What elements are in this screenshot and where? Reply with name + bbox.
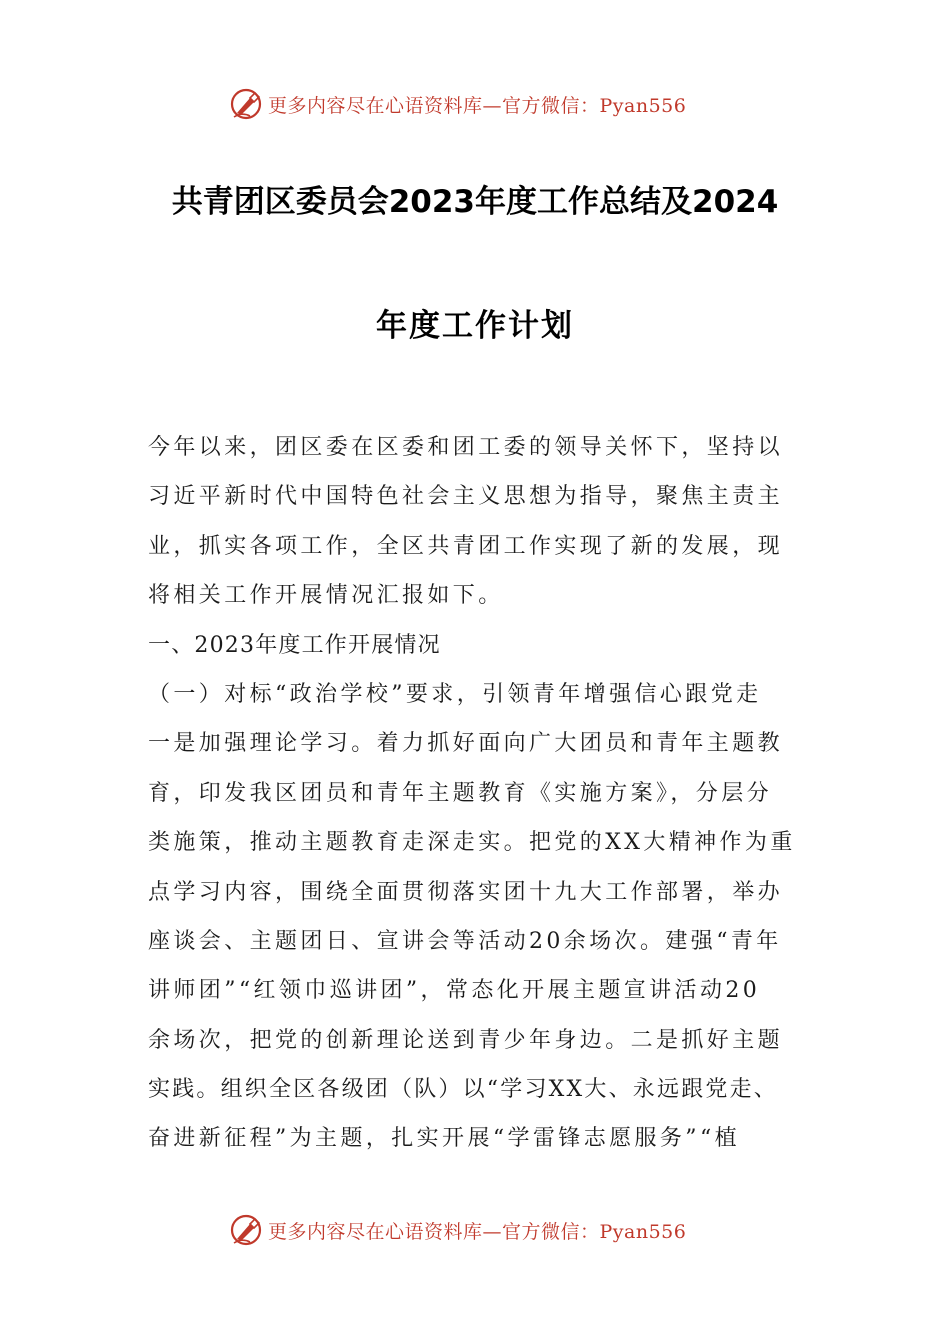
body-line: 今年以来，团区委在区委和团工委的领导关怀下，坚持以 (148, 435, 784, 460)
document-title-line-1: 共青团区委员会2023年度工作总结及2024 (171, 184, 779, 220)
watermark-text: 更多内容尽在心语资料库—官方微信：Pyan556 (268, 94, 687, 117)
document-title-line-2: 年度工作计划 (376, 308, 574, 344)
body-line: 讲师团”“红领巾巡讲团”，常态化开展主题宣讲活动20 (148, 978, 761, 1004)
body-line: 业，抓实各项工作，全区共青团工作实现了新的发展，现 (148, 533, 784, 559)
document-body (148, 428, 820, 1169)
section-heading: 一、2023年度工作开展情况 (148, 632, 441, 658)
body-line: 点学习内容，围绕全面贯彻落实团十九大工作部署，举办 (148, 879, 784, 905)
body-line: 一是加强理论学习。着力抓好面向广大团员和青年主题教 (148, 731, 784, 757)
body-line: 类施策，推动主题教育走深走实。把党的XX大精神作为重 (148, 830, 796, 856)
pen-nib-circle-icon (228, 86, 264, 122)
watermark-text: 更多内容尽在心语资料库—官方微信：Pyan556 (268, 1220, 687, 1243)
body-line: 实践。组织全区各级团（队）以“学习XX大、永远跟党走、 (148, 1077, 778, 1103)
body-line: 育，印发我区团员和青年主题教育《实施方案》，分层分 (148, 780, 773, 806)
watermark-banner-bottom (228, 1210, 748, 1250)
body-line: 座谈会、主题团日、宣讲会等活动20余场次。建强“青年 (148, 928, 782, 954)
body-line: 将相关工作开展情况汇报如下。 (148, 583, 504, 609)
pen-nib-circle-icon (228, 1212, 264, 1248)
body-line: 奋进新征程”为主题，扎实开展“学雷锋志愿服务”“植 (148, 1126, 740, 1152)
body-line: 习近平新时代中国特色社会主义思想为指导，聚焦主责主 (148, 484, 784, 510)
body-line: 余场次，把党的创新理论送到青少年身边。二是抓好主题 (148, 1027, 784, 1053)
watermark-banner-top (228, 84, 748, 124)
subsection-heading: （一）对标“政治学校”要求，引领青年增强信心跟党走 (148, 681, 762, 707)
